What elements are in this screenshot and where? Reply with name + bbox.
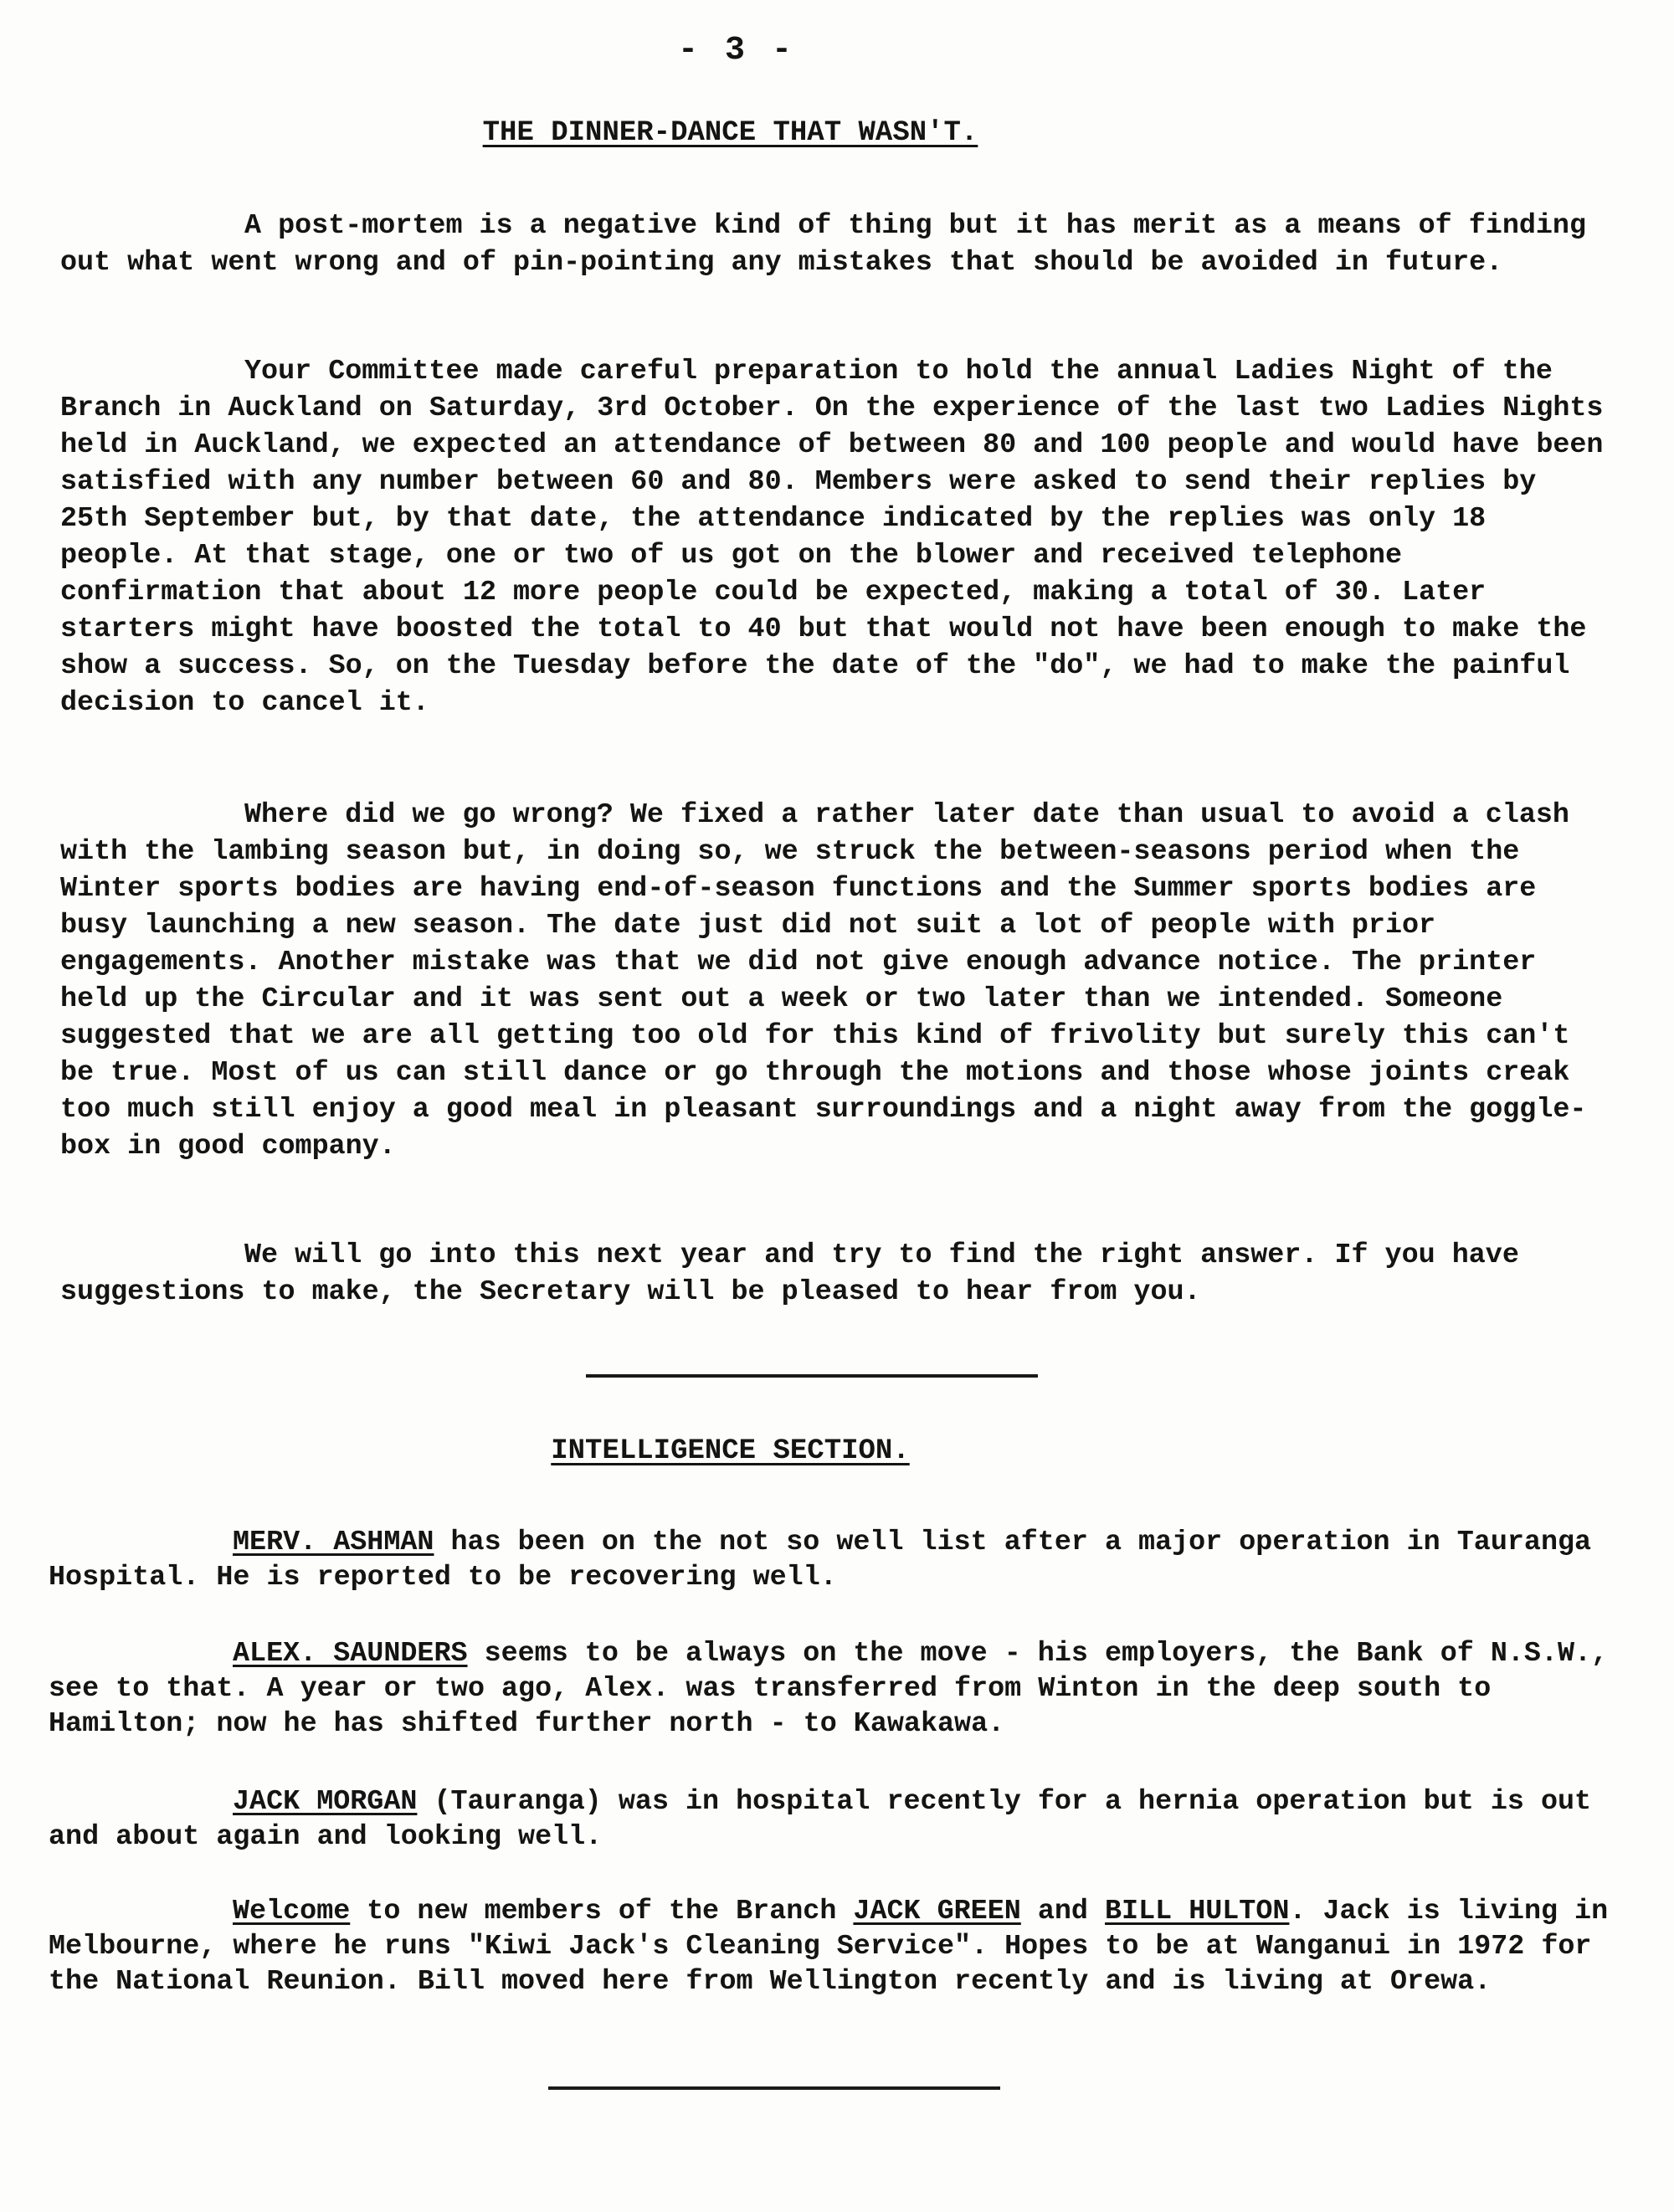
news-item-saunders	[49, 1636, 1614, 1742]
section-divider-1	[586, 1374, 1038, 1378]
welcome-lead: Welcome	[233, 1896, 351, 1927]
news-text-saunders: seems to be always on the move - his employers, the Bank of N.S.W., see to that. A year or two ago, Alex. was transferred from Winton in the deep south to Hamilton; now he has shifted further north - to Kawakawa.	[49, 1638, 1609, 1740]
news-text-morgan: (Tauranga) was in hospital recently for a hernia operation but is out and about again and looking well.	[49, 1786, 1592, 1853]
page-number: - 3 -	[677, 32, 796, 69]
paragraph-post-mortem: A post-mortem is a negative kind of thing but it has merit as a means of finding out what went wrong and of pin-pointing any mistakes that should be avoided in future.	[60, 210, 1587, 279]
section-heading-dinner-dance: THE DINNER-DANCE THAT WASN'T.	[482, 117, 978, 149]
member-name-saunders: ALEX. SAUNDERS	[233, 1638, 468, 1670]
paragraph-next-year: We will go into this next year and try to find the right answer. If you have suggestions to make, the Secretary will be pleased to hear from you.	[60, 1239, 1519, 1308]
news-text-ashman: has been on the not so well list after a major operation in Tauranga Hospital. He is reported to be recovering well.	[49, 1527, 1592, 1594]
welcome-text-c: . Jack is living in Melbourne, where he runs "Kiwi Jack's Cleaning Service". Hopes to be at Wanganui in 1972 for the National Reunion. Bill moved here from Wellington recently and is living at Orewa.	[49, 1896, 1609, 1998]
news-item-morgan	[49, 1784, 1614, 1855]
section-divider-2	[548, 2086, 1000, 2090]
section-heading-intelligence: INTELLIGENCE SECTION.	[551, 1435, 910, 1467]
member-name-morgan: JACK MORGAN	[233, 1786, 418, 1818]
paragraph-where-wrong: Where did we go wrong? We fixed a rather later date than usual to avoid a clash with the lambing season but, in doing so, we struck the between-seasons period when the Winter sports bodies are having end-of-season functions and the Summer sports bodies are busy launching a new season. The date just did not suit a lot of people with prior engagements. Another mistake was that we did not give enough advance notice. The printer held up the Circular and it was sent out a week or two later than we intended. Someone suggested that we are all getting too old for this kind of frivolity but surely this can't be true. Most of us can still dance or go through the motions and those whose joints creak too much still enjoy a good meal in pleasant surroundings and a night away from the goggle-box in good company.	[60, 799, 1587, 1162]
welcome-text-b: and	[1020, 1896, 1105, 1927]
welcome-text-a: to new members of the Branch	[350, 1896, 854, 1927]
news-item-ashman	[49, 1525, 1614, 1595]
news-item-welcome	[49, 1894, 1614, 1999]
member-name-green: JACK GREEN	[853, 1896, 1021, 1927]
member-name-hulton: BILL HULTON	[1105, 1896, 1290, 1927]
member-name-ashman: MERV. ASHMAN	[233, 1527, 434, 1558]
paragraph-committee-preparation: Your Committee made careful preparation to hold the annual Ladies Night of the Branch in Auckland on Saturday, 3rd October. On the experience of the last two Ladies Nights held in Auckland, we expected an attendance of between 80 and 100 people and would have been satisfied with any number between 60 and 80. Members were asked to send their replies by 25th September but, by that date, the attendance indicated by the replies was only 18 people. At that stage, one or two of us got on the blower and received telephone confirmation that about 12 more people could be expected, making a total of 30. Later starters might have boosted the total to 40 but that would not have been enough to make the show a success. So, on the Tuesday before the date of the "do", we had to make the painful decision to cancel it.	[60, 356, 1604, 719]
